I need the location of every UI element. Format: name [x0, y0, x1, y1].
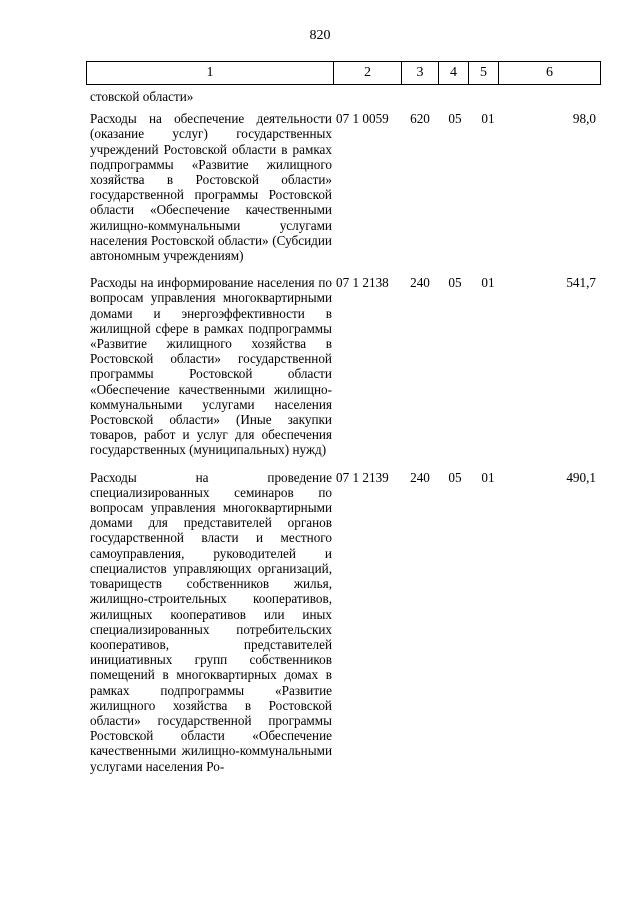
row-col5: 01 [481, 275, 495, 291]
row-col3: 240 [410, 275, 430, 291]
row-col5: 01 [481, 469, 495, 485]
row-amount: 541,7 [566, 275, 596, 291]
row-col5: 01 [481, 111, 495, 127]
header-col-4: 4 [439, 62, 469, 85]
row-col4: 05 [448, 111, 462, 127]
row-code: 07 1 2139 [336, 469, 389, 485]
table-row-continuation [86, 89, 600, 104]
header-col-1: 1 [87, 62, 334, 85]
row-amount: 490,1 [566, 469, 596, 485]
header-col-2: 2 [334, 62, 402, 85]
row-amount: 98,0 [572, 111, 596, 127]
page-number: 820 [309, 28, 331, 43]
table-row [86, 111, 600, 263]
table-header [86, 61, 601, 85]
table-row [86, 470, 600, 774]
row-col3: 620 [410, 111, 430, 127]
row-col3: 240 [410, 469, 430, 485]
header-col-6: 6 [499, 62, 601, 85]
table-row [86, 275, 600, 457]
row-col4: 05 [448, 275, 462, 291]
continuation-text: стовской области» [90, 89, 194, 104]
row-description: Расходы на информирование населения по вопросам управления многоквартирными домами и энергоэффективности в жилищной сфере в рамках подпрограммы «Развитие жилищного хозяйства в Ростовской области» государственной программы Ростовской области «Обеспечение качественными жилищно-коммунальными услугами населения Ростовской области» (Иные закупки товаров, работ и услуг для обеспечения государственных (муниципальных) нужд) [90, 275, 332, 458]
header-col-5: 5 [469, 62, 499, 85]
row-description: Расходы на проведение специализированных семинаров по вопросам управления многоквартирными домами для представителей органов государственной власти и местного самоуправления, руководителей и специалистов управляющих организаций, товариществ собственников жилья, жилищно-строительных кооперативов, жилищных кооперативов или иных специализированных потребительских кооперативов, представителей инициативных групп собственников помещений в многоквартирных домах в рамках подпрограммы «Развитие жилищного хозяйства в Ростовской области» государственной программы Ростовской области «Обеспечение качественными жилищно-коммунальными услугами населения Ро- [90, 469, 332, 774]
table-body [86, 89, 600, 774]
row-col4: 05 [448, 469, 462, 485]
row-code: 07 1 2138 [336, 275, 389, 291]
table-header-row [87, 62, 601, 85]
header-col-3: 3 [402, 62, 439, 85]
row-code: 07 1 0059 [336, 111, 389, 127]
row-description: Расходы на обеспечение деятельности (оказание услуг) государственных учреждений Ростовской области в рамках подпрограммы «Развитие жилищного хозяйства в Ростовской области» государственной программы Ростовской области «Обеспечение качественными жилищно-коммунальными услугами населения Ростовской области» (Субсидии автономным учреждениям) [90, 111, 332, 264]
